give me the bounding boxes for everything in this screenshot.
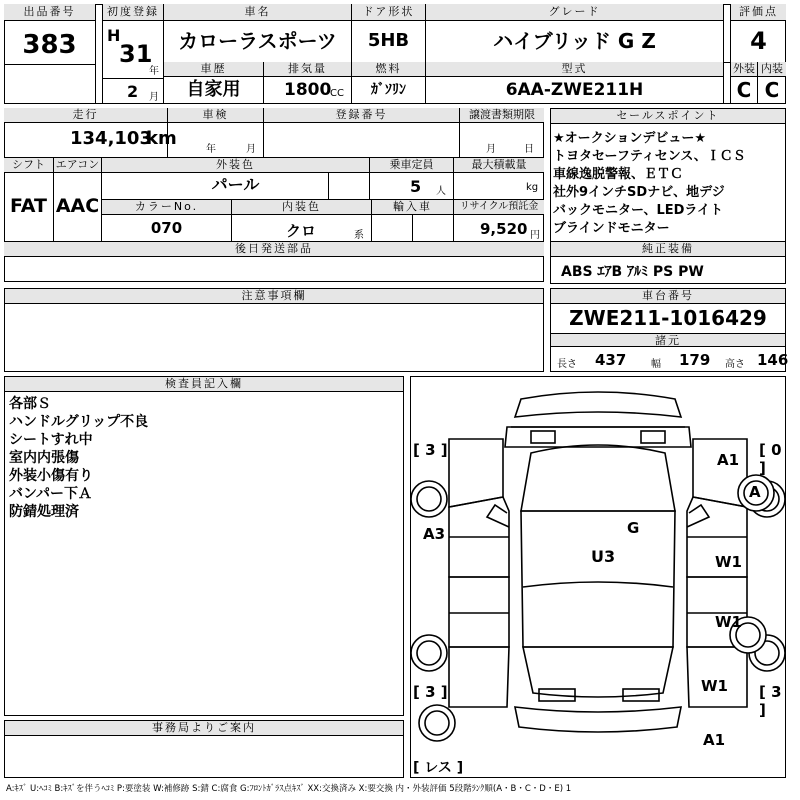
history-label: 車歴 — [164, 62, 263, 77]
history: 自家用 — [186, 79, 241, 100]
sales-point-line: バックモニター、LEDライト — [553, 203, 724, 218]
sales-point-line: 車線逸脱警報、ＥＴＣ — [553, 167, 684, 182]
color-no-label: カラーNo. — [102, 200, 231, 215]
color-no-cell — [102, 200, 232, 242]
displacement-cell — [264, 62, 352, 104]
load-label: 最大積載量 — [454, 158, 544, 173]
score: 4 — [750, 27, 767, 55]
interior-color-unit: 系 — [354, 230, 364, 241]
int-cell — [758, 62, 786, 104]
import-cell — [372, 200, 454, 242]
inspector-note: 外装小傷有り — [9, 468, 93, 484]
width-label: 幅 — [651, 359, 661, 370]
rear-right-tire-count: [ 3 ] — [759, 683, 782, 719]
inspection-cell — [168, 108, 264, 158]
chassis-block — [550, 288, 789, 372]
car-outline-svg — [411, 377, 785, 777]
load-unit: kg — [526, 182, 539, 193]
inspector-note: シートすれ中 — [9, 432, 93, 448]
first-registration-cell — [102, 4, 164, 104]
transfer-month: 月 — [486, 144, 496, 155]
first-reg-label: 初度登録 — [103, 4, 163, 21]
model-cell — [426, 62, 724, 104]
damage-mark: A3 — [423, 525, 446, 543]
car-name-label: 車名 — [164, 4, 351, 21]
spare-tire: [ レス ] — [413, 760, 464, 776]
front-right-tire-count: [ 0 ] — [759, 441, 782, 477]
dims-label: 諸元 — [551, 333, 785, 347]
car-name-cell — [164, 4, 352, 62]
recycle: 9,520 — [480, 220, 528, 238]
rear-left-tire-count: [ 3 ] — [413, 683, 448, 701]
reg-month: 2 — [127, 82, 139, 101]
later-parts-label: 後日発送部品 — [4, 242, 544, 257]
inspector-note: ハンドルグリップ不良 — [9, 414, 149, 430]
height-label: 高さ — [725, 359, 745, 370]
fuel-cell — [352, 62, 426, 104]
width: 179 — [679, 351, 711, 369]
capacity-cell — [370, 158, 454, 200]
shift-label: シフト — [4, 158, 53, 173]
grade-label: グレード — [426, 4, 723, 21]
ext-label: 外装 — [733, 62, 755, 75]
door-cell — [352, 4, 426, 62]
mileage-label: 走行 — [4, 108, 167, 123]
length-label: 長さ — [557, 359, 577, 370]
sales-point-line: ★オークションデビュー★ — [553, 131, 707, 146]
lot-cell — [4, 4, 96, 104]
capacity: 5 — [410, 177, 422, 196]
interior-color-cell — [232, 200, 372, 242]
ext-cell — [730, 62, 758, 104]
capacity-unit: 人 — [436, 186, 446, 197]
aircon-cell — [54, 158, 102, 242]
damage-mark: W1 — [715, 613, 742, 631]
legend: A:ｷｽﾞ U:ﾍｺﾐ B:ｷｽﾞを伴うﾍｺﾐ P:要塗装 W:補修跡 S:錆 C:腐食 G:ﾌﾛﾝﾄｶﾞﾗｽ点ｷｽﾞ XX:交換済み X:要交換 内・外装評価 5段階ﾗﾝｸ順(A・B・C・D・E) 1 — [6, 784, 572, 794]
plate-label: 登録番号 — [264, 108, 459, 123]
equipment-label: 純正装備 — [551, 242, 785, 257]
damage-mark: U3 — [591, 547, 616, 566]
displacement-label: 排気量 — [264, 62, 351, 77]
grade-cell — [426, 4, 724, 62]
damage-mark: W1 — [701, 677, 728, 695]
sales-point-line: ブラインドモニター — [553, 221, 670, 236]
import-label: 輸入車 — [372, 200, 453, 215]
model: 6AA-ZWE211H — [505, 80, 644, 100]
history-cell — [164, 62, 264, 104]
sales-points-list — [551, 124, 785, 238]
score-cell — [730, 4, 786, 62]
inspector-note: 各部Ｓ — [9, 396, 51, 412]
inspector-notes — [5, 392, 403, 524]
transfer-day: 日 — [524, 144, 534, 155]
shift-cell — [4, 158, 54, 242]
office-label: 事務局よりご案内 — [5, 721, 403, 736]
lot-number: 383 — [22, 30, 77, 60]
damage-mark: A1 — [717, 451, 740, 469]
car-name: カローラスポーツ — [178, 29, 337, 53]
interior-color: クロ — [286, 222, 317, 240]
capacity-label: 乗車定員 — [370, 158, 453, 173]
displacement: 1800 — [284, 80, 332, 100]
sales-point-line: トヨタセーフティセンス、ＩＣＳ — [553, 149, 746, 164]
office-block — [4, 720, 404, 778]
displacement-unit: CC — [330, 88, 344, 99]
aircon: AAC — [55, 195, 100, 217]
color-no: 070 — [150, 219, 183, 237]
damage-mark: A — [749, 483, 761, 501]
month-unit: 月 — [149, 92, 159, 103]
car-diagram — [410, 376, 786, 778]
inspection-label: 車検 — [168, 108, 263, 123]
later-parts-cell — [4, 242, 544, 282]
recycle-label: リサイクル預託金 — [454, 200, 544, 215]
chassis-number: ZWE211-1016429 — [569, 306, 767, 330]
transfer-cell — [460, 108, 544, 158]
sales-points-block — [550, 108, 786, 284]
inspection-month-unit: 月 — [246, 144, 256, 155]
mileage: 134,103 — [70, 128, 152, 149]
recycle-unit: 円 — [530, 230, 540, 241]
length: 437 — [595, 351, 627, 369]
inspection-year-unit: 年 — [206, 144, 216, 155]
shift: FAT — [10, 195, 47, 217]
transfer-label: 譲渡書類期限 — [460, 108, 544, 123]
damage-mark: G — [627, 519, 640, 537]
exterior-color-label: 外装色 — [102, 158, 369, 173]
caution-label: 注意事項欄 — [5, 289, 543, 304]
model-label: 型式 — [426, 62, 723, 77]
damage-mark: A1 — [703, 731, 726, 749]
int-grade: C — [764, 78, 780, 102]
exterior-color-cell — [102, 158, 370, 200]
caution-block — [4, 288, 544, 372]
year-unit: 年 — [149, 66, 159, 77]
mileage-unit: km — [146, 128, 177, 149]
sales-point-line: 社外9インチSDナビ、地デジ — [553, 185, 725, 200]
door-type: 5HB — [367, 30, 410, 51]
inspector-note: 室内内張傷 — [9, 450, 79, 466]
inspector-label: 検査員記入欄 — [5, 377, 403, 392]
int-label: 内装 — [758, 62, 786, 77]
equipment: ABS ｴｱB ｱﾙﾐ PS PW — [561, 264, 704, 280]
height: 146 — [757, 351, 789, 369]
fuel: ｶﾞｿﾘﾝ — [371, 82, 406, 98]
score-label: 評価点 — [731, 4, 786, 21]
inspector-block — [4, 376, 404, 716]
door-label: ドア形状 — [352, 4, 425, 21]
exterior-color: パール — [211, 175, 260, 194]
aircon-label: エアコン — [55, 158, 100, 171]
inspector-note: バンパー下Ａ — [9, 486, 93, 502]
plate-cell — [264, 108, 460, 158]
mileage-cell — [4, 108, 177, 158]
damage-mark: W1 — [715, 553, 742, 571]
reg-year: 31 — [119, 40, 153, 68]
ext-grade: C — [736, 78, 752, 102]
lot-label: 出品番号 — [4, 4, 95, 21]
interior-color-label: 内装色 — [232, 200, 371, 215]
era: H — [107, 26, 121, 45]
inspector-note: 防錆処理済 — [9, 504, 79, 520]
sales-points-label: セールスポイント — [551, 109, 785, 124]
grade: ハイブリッド G Z — [493, 29, 656, 53]
fuel-label: 燃料 — [352, 62, 425, 77]
front-left-tire-count: [ 3 ] — [413, 441, 448, 459]
load-cell — [454, 158, 544, 200]
chassis-label: 車台番号 — [551, 289, 785, 304]
recycle-cell — [454, 200, 544, 242]
